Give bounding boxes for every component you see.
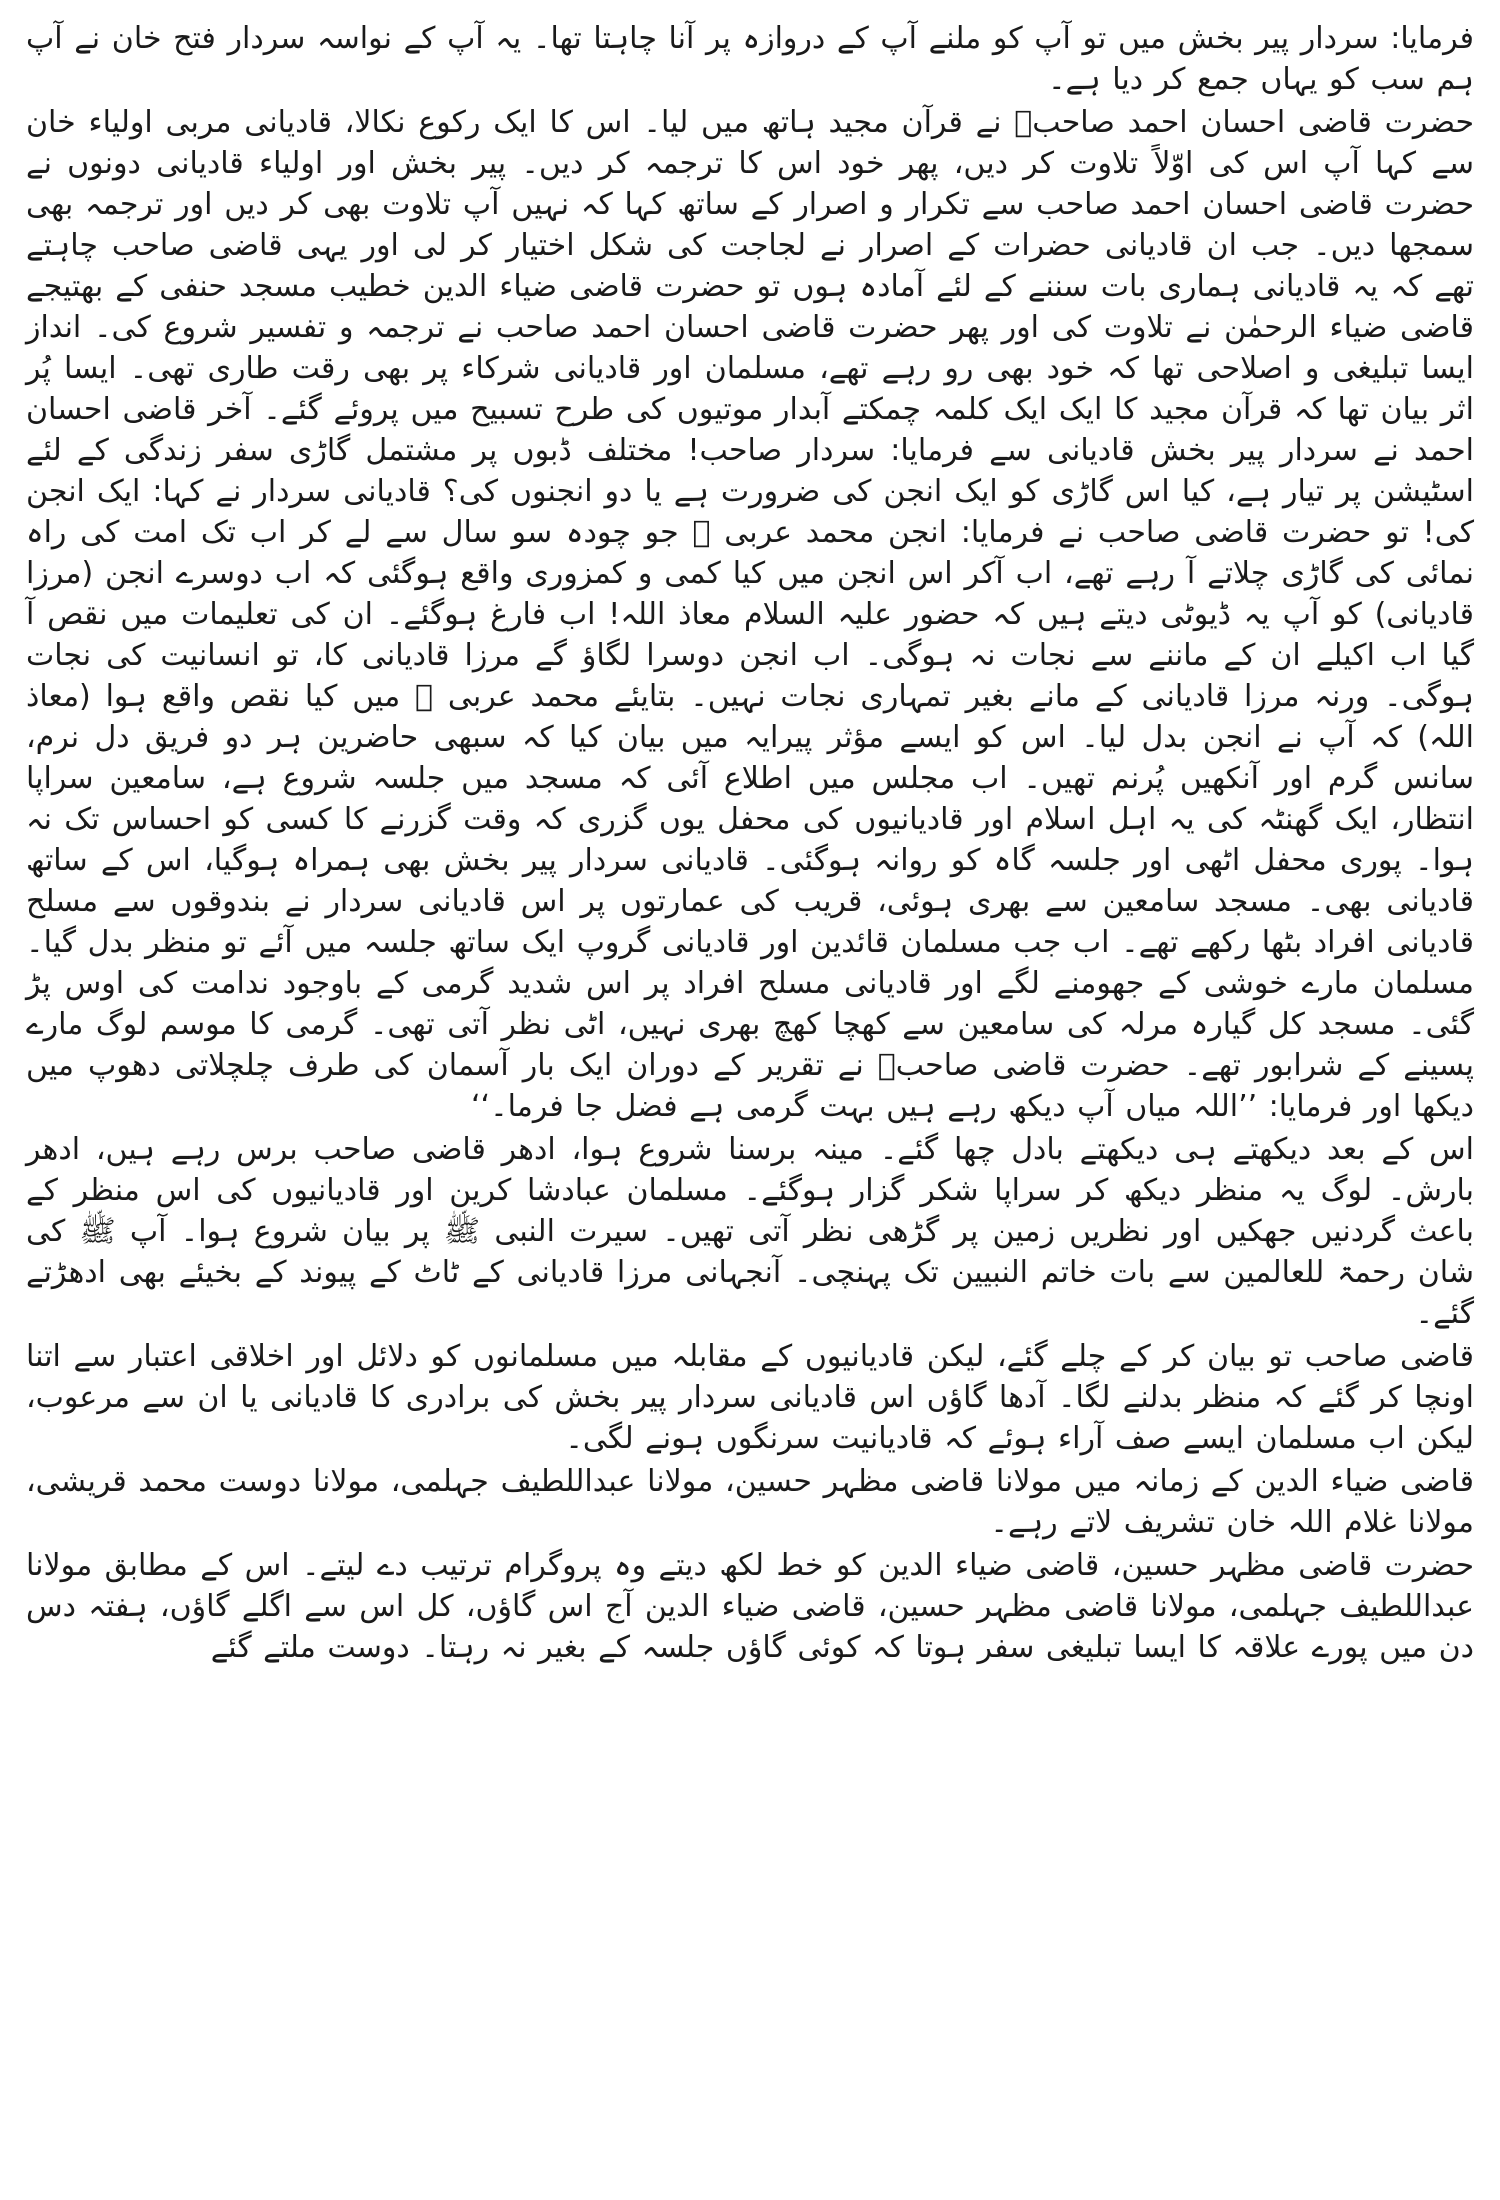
paragraph-rain: اس کے بعد دیکھتے ہی دیکھتے بادل چھا گئے۔ مینہ برسنا شروع ہوا، ادھر قاضی صاحب برس رہے ہیں، ادھر بارش۔ لوگ یہ منظر دیکھ کر سراپا شکر گزار ہوگئے۔ مسلمان عبادشا کرین اور قادیانیوں کی اس منظر کے باعث گردنیں جھکیں اور نظریں زمین پر گڑھی نظر آتی تھیں۔ سیرت النبی ﷺ پر بیان شروع ہوا۔ آپ ﷺ کی شان رحمۃ للعالمین سے بات خاتم النبیین تک پہنچی۔ آنجہانی مرزا قادیانی کے ٹاٹ کے پیوند کے بخیئے بھی ادھڑتے گئے۔ xyxy=(26,1132,1474,1331)
paragraph-opening: فرمایا: سردار پیر بخش میں تو آپ کو ملنے آپ کے دروازہ پر آنا چاہتا تھا۔ یہ آپ کے نواسہ سردار فتح خان نے آپ ہم سب کو یہاں جمع کر دیا ہے۔ xyxy=(26,21,1474,97)
paragraph-aftermath: قاضی صاحب تو بیان کر کے چلے گئے، لیکن قادیانیوں کے مقابلہ میں مسلمانوں کو دلائل اور اخلاقی اعتبار سے اتنا اونچا کر گئے کہ منظر بدلنے لگا۔ آدھا گاؤں اس قادیانی سردار پیر بخش کی برادری کا قادیانی یا ان سے مرعوب، لیکن اب مسلمان ایسے صف آراء ہوئے کہ قادیانیت سرنگوں ہونے لگی۔ xyxy=(26,1339,1474,1456)
paragraph-scholars-visits: قاضی ضیاء الدین کے زمانہ میں مولانا قاضی مظہر حسین، مولانا عبداللطیف جہلمی، مولانا دوست محمد قریشی، مولانا غلام اللہ خان تشریف لاتے رہے۔ xyxy=(26,1464,1474,1540)
paragraph-quran-recitation: حضرت قاضی احسان احمد صاحبؒ نے قرآن مجید ہاتھ میں لیا۔ اس کا ایک رکوع نکالا، قادیانی مربی اولیاء خان سے کہا آپ اس کی اوّلاً تلاوت کر دیں، پھر خود اس کا ترجمہ کر دیں۔ پیر بخش اور اولیاء قادیانی دونوں نے حضرت قاضی احسان احمد صاحب سے تکرار و اصرار کے ساتھ کہا کہ نہیں آپ تلاوت بھی کر دیں اور ترجمہ بھی سمجھا دیں۔ جب ان قادیانی حضرات کے اصرار نے لجاجت کی شکل اختیار کر لی اور یہی قاضی صاحب چاہتے تھے کہ یہ قادیانی ہماری بات سننے کے لئے آمادہ ہوں تو حضرت قاضی ضیاء الدین خطیب مسجد حنفی کے بھتیجے قاضی ضیاء الرحمٰن نے تلاوت کی اور پھر حضرت قاضی احسان احمد صاحب نے ترجمہ و تفسیر شروع کی۔ انداز ایسا تبلیغی و اصلاحی تھا کہ خود بھی رو رہے تھے، مسلمان اور قادیانی شرکاء پر بھی رقت طاری تھی۔ ایسا پُر اثر بیان تھا کہ قرآن مجید کا ایک ایک کلمہ چمکتے آبدار موتیوں کی طرح تسبیح میں پروئے گئے۔ آخر قاضی احسان احمد نے سردار پیر بخش قادیانی سے فرمایا: سردار صاحب! مختلف ڈبوں پر مشتمل گاڑی سفر زندگی کے لئے اسٹیشن پر تیار ہے، کیا اس گاڑی کو ایک انجن کی ضرورت ہے یا دو انجنوں کی؟ قادیانی سردار نے کہا: ایک انجن کی! تو حضرت قاضی صاحب نے فرمایا: انجن محمد عربی ﷺ جو چودہ سو سال سے لے کر اب تک امت کی راہ نمائی کی گاڑی چلاتے آ رہے تھے، اب آکر اس انجن میں کیا کمی و کمزوری واقع ہوگئی کہ اب دوسرے انجن (مرزا قادیانی) کو آپ یہ ڈیوٹی دیتے ہیں کہ حضور علیہ السلام معاذ اللہ! اب فارغ ہوگئے۔ ان کی تعلیمات میں نقص آ گیا اب اکیلے ان کے ماننے سے نجات نہ ہوگی۔ اب انجن دوسرا لگاؤ گے مرزا قادیانی کا، تو انسانیت کی نجات ہوگی۔ ورنہ مرزا قادیانی کے مانے بغیر تمہاری نجات نہیں۔ بتایئے محمد عربی ﷺ میں کیا نقص واقع ہوا (معاذ اللہ) کہ آپ نے انجن بدل لیا۔ اس کو ایسے مؤثر پیرایہ میں بیان کیا کہ سبھی حاضرین ہر دو فریق دل نرم، سانس گرم اور آنکھیں پُرنم تھیں۔ اب مجلس میں اطلاع آئی کہ مسجد میں جلسہ شروع ہے، سامعین سراپا انتظار، ایک گھنٹہ کی یہ اہل اسلام اور قادیانیوں کی محفل یوں گزری کہ وقت گزرنے کا کسی کو احساس تک نہ ہوا۔ پوری محفل اٹھی اور جلسہ گاہ کو روانہ ہوگئی۔ قادیانی سردار پیر بخش بھی ہمراہ ہوگیا، اس کے ساتھ قادیانی بھی۔ مسجد سامعین سے بھری ہوئی، قریب کی عمارتوں پر اس قادیانی سردار نے بندوقوں سے مسلح قادیانی افراد بٹھا رکھے تھے۔ اب جب مسلمان قائدین اور قادیانی گروپ ایک ساتھ جلسہ میں آئے تو منظر بدل گیا۔ مسلمان مارے خوشی کے جھومنے لگے اور قادیانی مسلح افراد پر اس شدید گرمی کے باوجود ندامت کی اوس پڑ گئی۔ مسجد کل گیارہ مرلہ کی سامعین سے کھچا کھچ بھری نہیں، اٹی نظر آتی تھی۔ گرمی کا موسم لوگ مارے پسینے کے شرابور تھے۔ حضرت قاضی صاحبؒ نے تقریر کے دوران ایک بار آسمان کی طرف چلچلاتی دھوپ میں دیکھا اور فرمایا: ’’اللہ میاں آپ دیکھ رہے ہیں بہت گرمی ہے فضل جا فرما۔‘‘ xyxy=(26,105,1475,1124)
paragraph-tour-program: حضرت قاضی مظہر حسین، قاضی ضیاء الدین کو خط لکھ دیتے وہ پروگرام ترتیب دے لیتے۔ اس کے مطابق مولانا عبداللطیف جہلمی، مولانا قاضی مظہر حسین، قاضی ضیاء الدین آج اس گاؤں، کل اس سے اگلے گاؤں، ہفتہ دس دن میں پورے علاقہ کا ایسا تبلیغی سفر ہوتا کہ کوئی گاؤں جلسہ کے بغیر نہ رہتا۔ دوست ملتے گئے xyxy=(26,1548,1474,1665)
